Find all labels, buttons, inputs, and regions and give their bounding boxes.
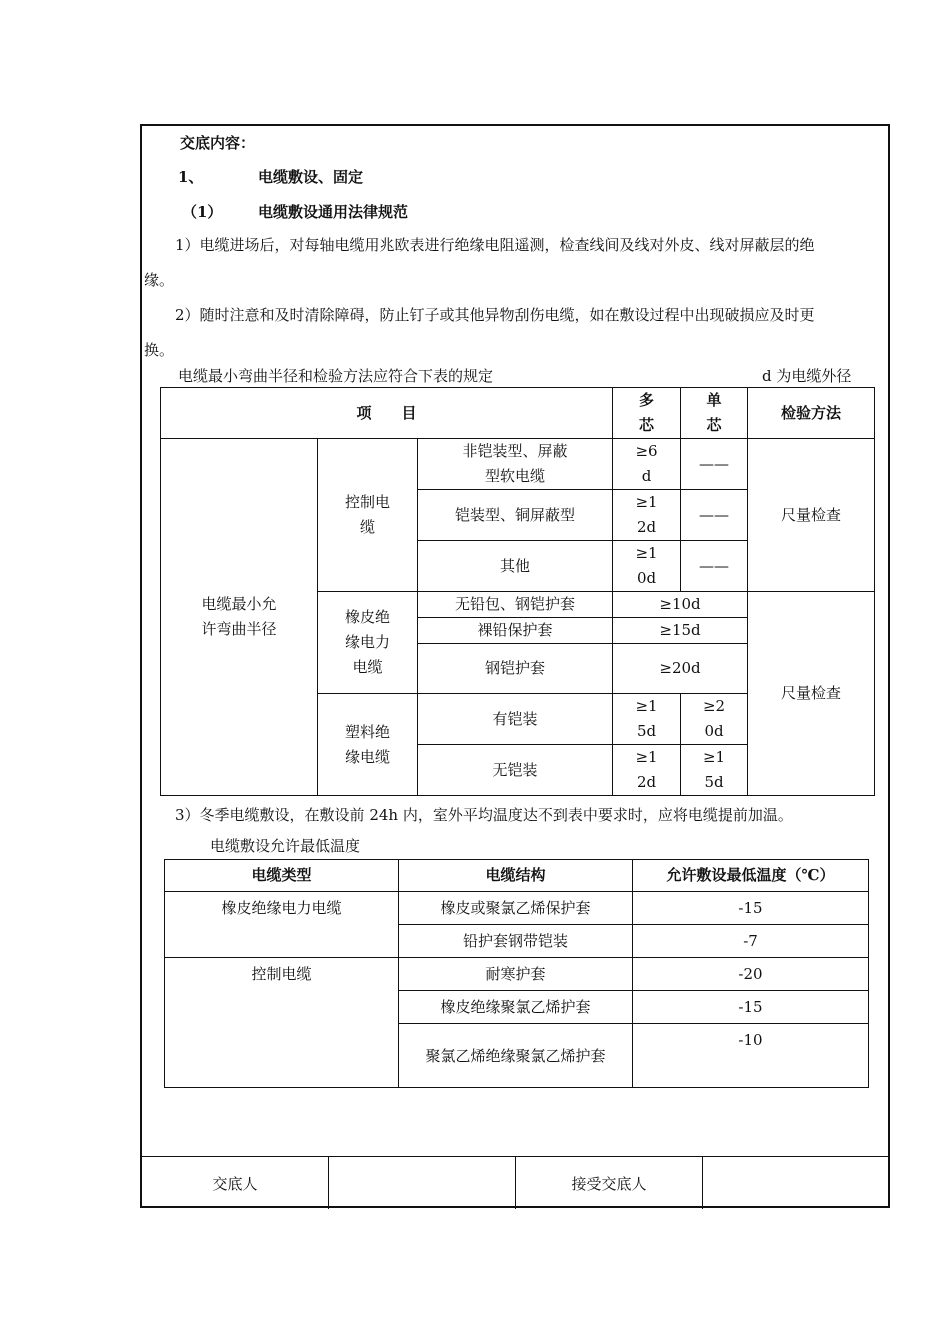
paragraph-1-line-2: 缘。 [144, 271, 175, 289]
row-single: —— [681, 490, 748, 541]
header-type: 电缆类型 [165, 860, 399, 892]
row-multi: ≥6d [613, 439, 681, 490]
section-title: 电缆敷设、固定 [258, 168, 364, 186]
temperature-cell: -10 [633, 1024, 869, 1088]
bend-radius-table [160, 387, 875, 796]
section-number: 1、 [178, 168, 204, 186]
row-multi: ≥10d [613, 541, 681, 592]
structure-cell: 铅护套钢带铠装 [399, 925, 633, 958]
row-name: 其他 [418, 541, 613, 592]
subsection-title: 电缆敷设通用法律规范 [258, 203, 409, 221]
row-name: 无铠装 [418, 745, 613, 796]
temperature-cell: -7 [633, 925, 869, 958]
paragraph-2-line-1: 2）随时注意和及时清除障碍，防止钉子或其他异物刮伤电缆，如在敷设过程中出现破损应及时更 [175, 306, 815, 324]
structure-cell: 橡皮绝缘聚氯乙烯护套 [399, 991, 633, 1024]
row-name: 铠装型、铜屏蔽型 [418, 490, 613, 541]
signature-row [142, 1156, 888, 1209]
type-cell: 橡皮绝缘电力电缆 [165, 892, 399, 958]
row-single: —— [681, 541, 748, 592]
row-value: ≥10d [613, 592, 748, 618]
control-cable-label: 控制电缆 [318, 439, 418, 592]
giver-value[interactable] [329, 1157, 516, 1209]
row-value: ≥20d [613, 644, 748, 694]
row-name: 有铠装 [418, 694, 613, 745]
min-temperature-table [164, 859, 869, 1088]
row-multi: ≥12d [613, 490, 681, 541]
row-name: 非铠装型、屏蔽型软电缆 [418, 439, 613, 490]
header-multi-core: 多芯 [613, 388, 681, 439]
temperature-cell: -15 [633, 991, 869, 1024]
row-single: ≥15d [681, 745, 748, 796]
paragraph-1-line-1: 1）电缆进场后，对每轴电缆用兆欧表进行绝缘电阻遥测，检查线间及线对外皮、线对屏蔽层的绝 [175, 236, 815, 254]
group-label: 电缆最小允许弯曲半径 [161, 439, 318, 796]
header-single-core: 单芯 [681, 388, 748, 439]
plastic-cable-label: 塑料绝缘电缆 [318, 694, 418, 796]
temperature-cell: -20 [633, 958, 869, 991]
table2-caption: 电缆敷设允许最低温度 [210, 837, 361, 855]
structure-cell: 橡皮或聚氯乙烯保护套 [399, 892, 633, 925]
row-value: ≥15d [613, 618, 748, 644]
paragraph-2-line-2: 换。 [144, 341, 175, 359]
row-single: ≥20d [681, 694, 748, 745]
header-structure: 电缆结构 [399, 860, 633, 892]
content-heading: 交底内容： [180, 134, 256, 152]
row-single: —— [681, 439, 748, 490]
paragraph-3: 3）冬季电缆敷设，在敷设前 24h 内，室外平均温度达不到表中要求时，应将电缆提前加温。 [175, 806, 793, 824]
row-name: 钢铠护套 [418, 644, 613, 694]
row-multi: ≥12d [613, 745, 681, 796]
header-temperature: 允许敷设最低温度（℃） [633, 860, 869, 892]
receiver-value[interactable] [703, 1157, 888, 1209]
table1-caption: 电缆最小弯曲半径和检验方法应符合下表的规定 [178, 367, 494, 385]
disclosure-form [140, 124, 890, 1208]
header-item: 项 目 [161, 388, 613, 439]
receiver-label: 接受交底人 [516, 1157, 703, 1209]
subsection-number: （1） [182, 203, 223, 221]
header-method: 检验方法 [748, 388, 875, 439]
type-cell: 控制电缆 [165, 958, 399, 1088]
giver-label: 交底人 [142, 1157, 329, 1209]
temperature-cell: -15 [633, 892, 869, 925]
table1-caption-note: d 为电缆外径 [762, 367, 852, 385]
row-multi: ≥15d [613, 694, 681, 745]
structure-cell: 耐寒护套 [399, 958, 633, 991]
method-cell: 尺量检查 [748, 592, 875, 796]
row-name: 无铅包、钢铠护套 [418, 592, 613, 618]
structure-cell: 聚氯乙烯绝缘聚氯乙烯护套 [399, 1024, 633, 1088]
rubber-cable-label: 橡皮绝缘电力电缆 [318, 592, 418, 694]
method-cell: 尺量检查 [748, 439, 875, 592]
row-name: 裸铅保护套 [418, 618, 613, 644]
